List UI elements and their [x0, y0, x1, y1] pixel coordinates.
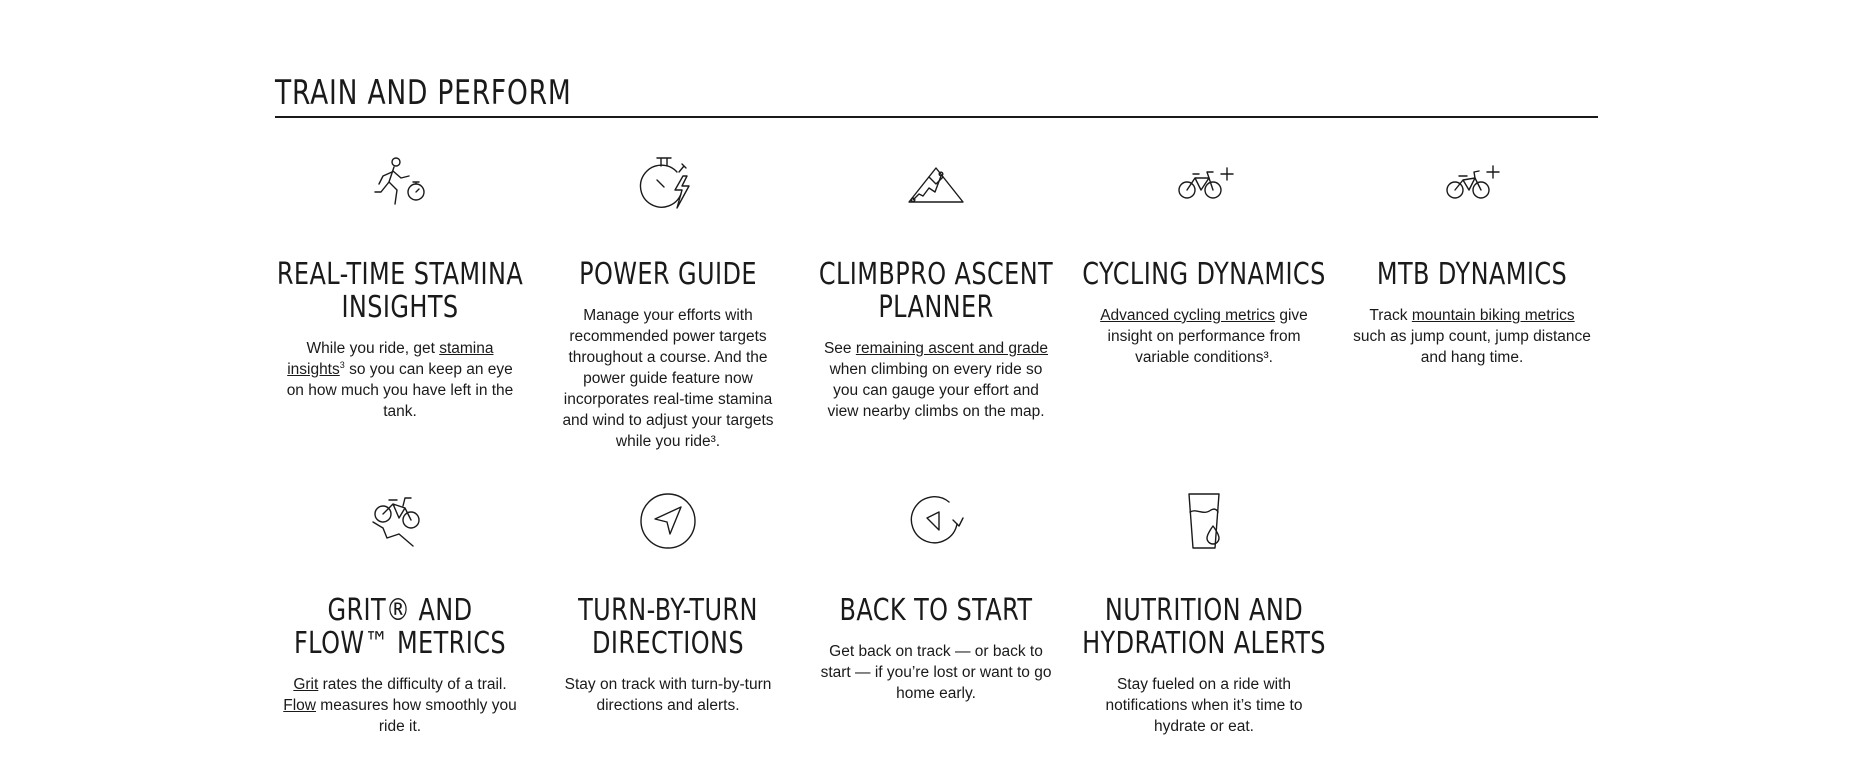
description-text: such as jump count, jump distance and hang time.	[1353, 328, 1591, 366]
mountain-climb-icon	[905, 154, 967, 216]
remaining-ascent-link[interactable]: remaining ascent and grade	[855, 340, 1049, 357]
feature-title: TURN-BY-TURN DIRECTIONS	[578, 593, 758, 661]
feature-title: NUTRITION AND HYDRATION ALERTS	[1082, 593, 1326, 661]
feature-title: MTB DYNAMICS	[1376, 257, 1568, 292]
feature-description	[817, 338, 1055, 422]
feature-title: GRIT® AND FLOW™ METRICS	[293, 593, 507, 661]
road-bike-plus-icon	[1173, 154, 1235, 216]
feature-cycling-dynamics	[1079, 154, 1329, 368]
feature-grit-flow	[275, 490, 525, 737]
feature-description: Stay on track with turn-by-turn directions and alerts.	[564, 676, 772, 714]
runner-stopwatch-icon	[369, 154, 431, 216]
feature-real-time-stamina	[275, 154, 525, 422]
section-title: TRAIN AND PERFORM	[275, 73, 572, 113]
stamina-insights-link[interactable]: stamina insights	[287, 340, 494, 378]
description-text: when climbing on every ride so you can gauge your effort and view nearby climbs on the map.	[827, 361, 1045, 420]
grit-link[interactable]: Grit	[293, 676, 319, 693]
mountain-biking-metrics-link[interactable]: mountain biking metrics	[1411, 307, 1575, 324]
description-text: rates the difficulty of a trail.	[318, 676, 507, 693]
feature-description: Manage your efforts with recommended power targets throughout a course. And the power guide feature now incorporates real-time stamina and wind to adjust your targets while you ride³.	[562, 307, 774, 450]
mtb-plus-icon	[1441, 154, 1503, 216]
description-text: measures how smoothly you ride it.	[316, 697, 517, 735]
train-and-perform-section	[275, 70, 1598, 735]
navigation-arrow-icon	[637, 490, 699, 552]
description-text: See	[823, 340, 856, 357]
feature-turn-by-turn	[543, 490, 793, 716]
feature-description: Get back on track — or back to start — if you’re lost or want to go home early.	[820, 643, 1052, 702]
description-text: While you ride, get	[306, 340, 440, 357]
feature-description: Stay fueled on a ride with notifications when it’s time to hydrate or eat.	[1105, 676, 1303, 735]
feature-description	[281, 674, 519, 737]
footnote-marker: 3	[339, 359, 345, 370]
description-text: give insight on performance from variable conditions³.	[1107, 307, 1308, 366]
feature-title: CLIMBPRO ASCENT PLANNER	[818, 257, 1054, 325]
feature-description	[281, 338, 519, 422]
section-divider	[275, 116, 1598, 118]
feature-nutrition-hydration	[1079, 490, 1329, 737]
feature-title: POWER GUIDE	[579, 257, 757, 292]
feature-title: CYCLING DYNAMICS	[1082, 257, 1326, 292]
back-to-start-icon	[905, 490, 967, 552]
feature-back-to-start	[811, 490, 1061, 704]
hydration-glass-icon	[1173, 490, 1235, 552]
feature-description	[1085, 305, 1323, 368]
description-text: Track	[1369, 307, 1412, 324]
feature-mtb-dynamics	[1347, 154, 1597, 368]
description-text: so you can keep an eye on how much you have left in the tank.	[286, 361, 514, 420]
feature-description	[1353, 305, 1591, 368]
flow-link[interactable]: Flow	[283, 697, 316, 714]
feature-climbpro	[811, 154, 1061, 422]
stopwatch-lightning-icon	[637, 154, 699, 216]
feature-title: REAL-TIME STAMINA INSIGHTS	[276, 257, 524, 325]
mtb-trail-icon	[369, 490, 431, 552]
feature-title: BACK TO START	[839, 593, 1033, 628]
advanced-cycling-metrics-link[interactable]: Advanced cycling metrics	[1100, 307, 1276, 324]
feature-power-guide	[543, 154, 793, 452]
